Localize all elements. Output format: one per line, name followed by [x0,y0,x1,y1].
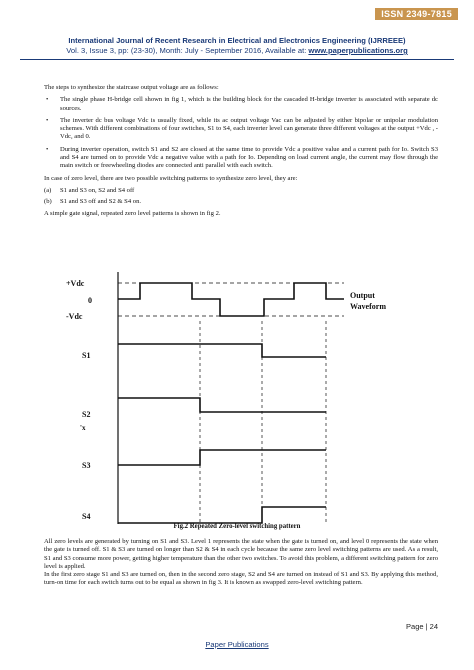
s1-gate-signal [118,344,326,357]
gate-intro: A simple gate signal, repeated zero level patterns is shown in fig 2. [44,209,221,217]
option-text: S1 and S3 off and S2 & S4 on. [60,198,142,206]
output-label: Output [350,291,375,300]
bullet-icon: • [46,116,49,124]
bullet-text: The inverter dc bus voltage Vdc is usually fixed, while its ac output voltage Vac can be adjusted by either bipolar or unipolar modulation schemes. With different combinations of four switches, S1 to S4, each inverter level can generate three different voltages at the output +Vdc , -Vdc, and 0. [60,116,438,141]
bullet-item [44,117,438,142]
bullet-icon: • [46,145,49,153]
upper-body [44,84,438,222]
lower-paragraph-2: In the first zero stage S1 and S3 are turned on, then in the second zero stage, S2 and S4 are turned on instead of S1 and S3. By applying this method, turn-on time for each switch turns out to be equal as shown in fig 3. It is known as swapped zero-level switching pattern. [44,571,438,587]
s3-label: S3 [82,461,91,470]
s4-label: S4 [82,512,91,521]
zero-level-intro: In case of zero level, there are two possible switching patterns to synthesize zero level, they are: [44,174,298,182]
lower-paragraph-1: All zero levels are generated by turning on S1 and S3. Level 1 represents the state when the gate is turned on, and level 0 represents the state when the gate is turned off. S1 & S3 are turned on longer than S2 & S4 in each cycle because the same zero level switching patterns are used. As a result, S1 and S3 consume more power, getting higher temperature than the other two switches. To avoid this problem, a different switching pattern for zero level is applied. [44,538,438,570]
option-text: S1 and S3 on, S2 and S4 off [60,186,135,194]
footer-link[interactable]: Paper Publications [205,640,269,649]
neg-vdc-label: -Vdc [66,312,83,321]
option-key: (b) [44,198,52,206]
bullet-text: During inverter operation, switch S1 and S2 are closed at the same time to provide Vdc a positive value and a current path for Io. Switch S3 and S4 are turned on to provide Vdc a negative value with a path for Io. Depending on load current angle, the current may flow through the main switch or freewheeling diodes are connected anti parallel with each switch. [60,145,438,170]
option-item [44,187,438,195]
output-waveform [118,283,344,316]
stray-mark: 'x [80,424,86,432]
bullet-text: The single phase H-bridge cell shown in fig 1, which is the building block for the cascaded H-bridge inverter is associated with separate dc sources. [60,96,438,112]
journal-info: Vol. 3, Issue 3, pp: (23-30), Month: July - September 2016, Available at: [66,46,309,55]
s2-gate-signal [118,398,326,412]
figure-caption: Fig.2 Repeated Zero-level switching pattern [173,523,301,530]
lower-body [44,538,438,588]
journal-title: International Journal of Recent Research in Electrical and Electronics Engineering (IJRREEE) [68,36,406,45]
header-rule [20,59,454,60]
bullet-icon: • [46,96,49,104]
bullet-item [44,146,438,171]
s2-label: S2 [82,410,91,419]
page-number: Page | 24 [406,622,438,631]
bullet-item [44,96,438,113]
journal-header [20,36,454,60]
issn-badge: ISSN 2349-7815 [375,8,458,20]
switching-pattern-figure [44,266,434,528]
s3-gate-signal [118,450,326,465]
s4-gate-signal [118,507,326,523]
option-key: (a) [44,186,52,194]
switching-pattern-diagram [44,266,434,528]
journal-info-line [20,46,454,56]
option-item [44,198,438,206]
intro-paragraph: The steps to synthesize the staircase output voltage are as follows: [44,84,219,91]
pos-vdc-label: +Vdc [66,279,85,288]
journal-url-link[interactable]: www.paperpublications.org [308,46,408,55]
waveform-label: Waveform [350,302,386,311]
zero-label: 0 [88,296,92,305]
s1-label: S1 [82,351,91,360]
